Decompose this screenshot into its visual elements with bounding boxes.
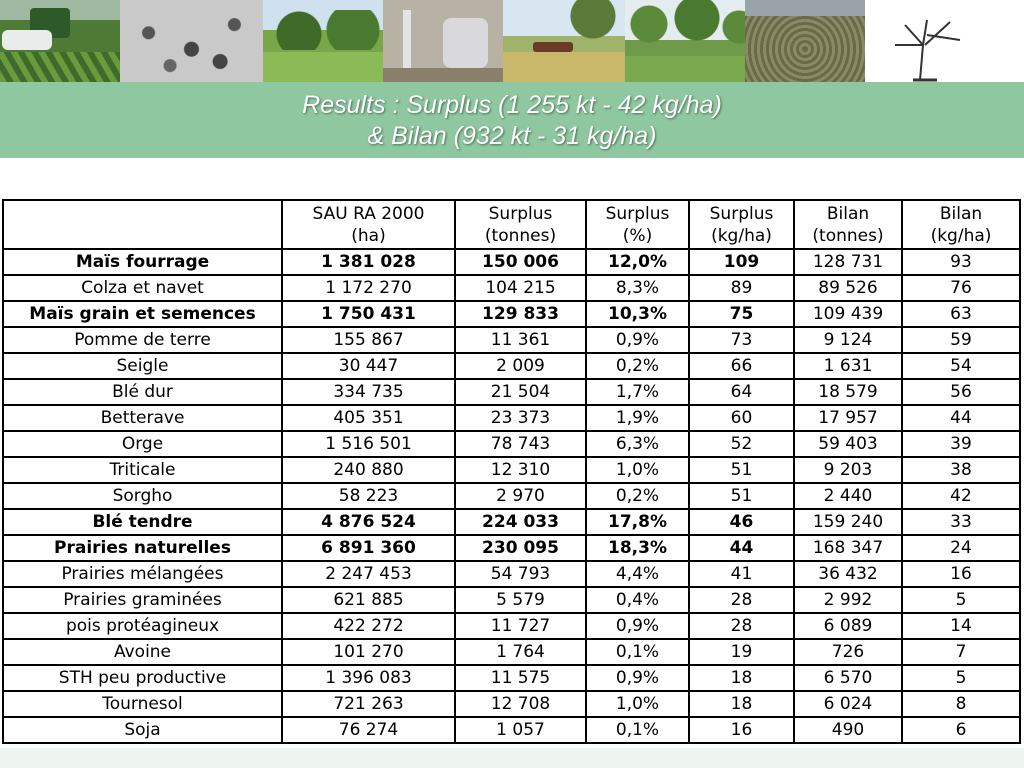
cell-surplus-pct: 0,2% [586, 353, 689, 379]
table-row [3, 379, 1020, 405]
cell-bilan-tonnes: 6 089 [794, 613, 902, 639]
tree-sketch-photo [865, 0, 985, 82]
cell-surplus-pct: 0,9% [586, 327, 689, 353]
header-sau: SAU RA 2000 (ha) [282, 200, 455, 249]
table-row [3, 431, 1020, 457]
cell-bilan-tonnes: 2 440 [794, 483, 902, 509]
table-row [3, 587, 1020, 613]
photo-banner [0, 0, 985, 82]
cows-field-photo [503, 0, 625, 82]
table-header-row [3, 200, 1020, 249]
cell-surplus-tonnes: 2 970 [455, 483, 586, 509]
cell-crop: Pomme de terre [3, 327, 282, 353]
cell-bilan-tonnes: 6 570 [794, 665, 902, 691]
cell-surplus-tonnes: 2 009 [455, 353, 586, 379]
table-row [3, 457, 1020, 483]
cell-surplus-kgha: 16 [689, 717, 794, 743]
cell-bilan-tonnes: 59 403 [794, 431, 902, 457]
cell-surplus-kgha: 44 [689, 535, 794, 561]
cell-surplus-kgha: 52 [689, 431, 794, 457]
cell-sau: 240 880 [282, 457, 455, 483]
results-table-container [2, 199, 1019, 744]
cell-bilan-kgha: 56 [902, 379, 1020, 405]
cell-surplus-pct: 0,1% [586, 639, 689, 665]
cell-surplus-kgha: 51 [689, 457, 794, 483]
tree-sketch-icon [865, 0, 985, 82]
table-row [3, 275, 1020, 301]
table-row [3, 535, 1020, 561]
cell-surplus-kgha: 64 [689, 379, 794, 405]
cell-surplus-kgha: 75 [689, 301, 794, 327]
header-bilan-tonnes: Bilan (tonnes) [794, 200, 902, 249]
cell-bilan-kgha: 16 [902, 561, 1020, 587]
cell-sau: 1 396 083 [282, 665, 455, 691]
cell-bilan-tonnes: 9 203 [794, 457, 902, 483]
orchard-aerial-bw-photo [120, 0, 263, 82]
cell-surplus-pct: 0,9% [586, 613, 689, 639]
cell-surplus-kgha: 19 [689, 639, 794, 665]
cell-surplus-pct: 6,3% [586, 431, 689, 457]
cell-crop: Maïs grain et semences [3, 301, 282, 327]
cell-surplus-pct: 10,3% [586, 301, 689, 327]
cell-surplus-pct: 17,8% [586, 509, 689, 535]
table-row [3, 691, 1020, 717]
cell-surplus-pct: 4,4% [586, 561, 689, 587]
cell-crop: Seigle [3, 353, 282, 379]
cell-sau: 58 223 [282, 483, 455, 509]
orchard-trees-photo [625, 0, 745, 82]
table-row [3, 561, 1020, 587]
cell-crop: Orge [3, 431, 282, 457]
cell-bilan-kgha: 59 [902, 327, 1020, 353]
cell-crop: STH peu productive [3, 665, 282, 691]
cell-sau: 155 867 [282, 327, 455, 353]
cell-surplus-kgha: 28 [689, 587, 794, 613]
spacer [0, 158, 1024, 198]
table-row [3, 249, 1020, 275]
cell-sau: 101 270 [282, 639, 455, 665]
cell-surplus-tonnes: 1 057 [455, 717, 586, 743]
cell-bilan-kgha: 63 [902, 301, 1020, 327]
cell-bilan-kgha: 8 [902, 691, 1020, 717]
header-bilan-kgha: Bilan (kg/ha) [902, 200, 1020, 249]
table-row [3, 327, 1020, 353]
cell-bilan-kgha: 14 [902, 613, 1020, 639]
cell-bilan-tonnes: 89 526 [794, 275, 902, 301]
cell-bilan-tonnes: 1 631 [794, 353, 902, 379]
cell-bilan-tonnes: 490 [794, 717, 902, 743]
cell-surplus-pct: 1,9% [586, 405, 689, 431]
cell-surplus-pct: 0,1% [586, 717, 689, 743]
cell-bilan-kgha: 5 [902, 665, 1020, 691]
cell-surplus-pct: 0,9% [586, 665, 689, 691]
cell-crop: Prairies graminées [3, 587, 282, 613]
cell-sau: 2 247 453 [282, 561, 455, 587]
cell-surplus-pct: 0,2% [586, 483, 689, 509]
cell-bilan-kgha: 6 [902, 717, 1020, 743]
table-row [3, 639, 1020, 665]
cell-bilan-tonnes: 17 957 [794, 405, 902, 431]
header-crop [3, 200, 282, 249]
cell-surplus-kgha: 28 [689, 613, 794, 639]
table-row [3, 717, 1020, 743]
cell-sau: 405 351 [282, 405, 455, 431]
cell-sau: 721 263 [282, 691, 455, 717]
tractor-spraying-field-photo [0, 0, 120, 82]
cell-sau: 30 447 [282, 353, 455, 379]
cell-surplus-tonnes: 23 373 [455, 405, 586, 431]
cell-surplus-kgha: 46 [689, 509, 794, 535]
cell-sau: 422 272 [282, 613, 455, 639]
cell-bilan-kgha: 42 [902, 483, 1020, 509]
table-row [3, 665, 1020, 691]
cell-bilan-tonnes: 168 347 [794, 535, 902, 561]
cell-surplus-kgha: 18 [689, 691, 794, 717]
results-table [2, 199, 1021, 744]
cell-surplus-tonnes: 11 575 [455, 665, 586, 691]
cell-bilan-tonnes: 159 240 [794, 509, 902, 535]
banner-spacer [985, 0, 1024, 82]
cell-bilan-kgha: 54 [902, 353, 1020, 379]
cell-surplus-tonnes: 129 833 [455, 301, 586, 327]
cell-crop: Maïs fourrage [3, 249, 282, 275]
cell-crop: Triticale [3, 457, 282, 483]
footer-band [0, 748, 1024, 768]
cell-crop: Avoine [3, 639, 282, 665]
cattle-pasture-photo [263, 0, 383, 82]
cell-sau: 334 735 [282, 379, 455, 405]
cell-crop: Colza et navet [3, 275, 282, 301]
cell-bilan-tonnes: 9 124 [794, 327, 902, 353]
cell-surplus-pct: 1,0% [586, 457, 689, 483]
cell-surplus-pct: 1,0% [586, 691, 689, 717]
cell-sau: 621 885 [282, 587, 455, 613]
cell-surplus-kgha: 66 [689, 353, 794, 379]
cell-surplus-kgha: 109 [689, 249, 794, 275]
table-row [3, 509, 1020, 535]
cell-crop: Tournesol [3, 691, 282, 717]
cell-sau: 4 876 524 [282, 509, 455, 535]
cell-bilan-tonnes: 726 [794, 639, 902, 665]
cell-surplus-kgha: 60 [689, 405, 794, 431]
cell-crop: Sorgho [3, 483, 282, 509]
cell-surplus-tonnes: 11 727 [455, 613, 586, 639]
cell-surplus-pct: 1,7% [586, 379, 689, 405]
cell-crop: Soja [3, 717, 282, 743]
cell-surplus-kgha: 51 [689, 483, 794, 509]
cell-surplus-pct: 0,4% [586, 587, 689, 613]
cell-bilan-tonnes: 6 024 [794, 691, 902, 717]
header-surplus-tonnes: Surplus (tonnes) [455, 200, 586, 249]
table-row [3, 301, 1020, 327]
title-line-2: & Bilan (932 kt - 31 kg/ha) [367, 122, 657, 150]
cell-surplus-pct: 12,0% [586, 249, 689, 275]
cell-bilan-kgha: 38 [902, 457, 1020, 483]
title-line-1: Results : Surplus (1 255 kt - 42 kg/ha) [302, 91, 722, 119]
cell-bilan-tonnes: 18 579 [794, 379, 902, 405]
cell-surplus-pct: 18,3% [586, 535, 689, 561]
cell-surplus-tonnes: 104 215 [455, 275, 586, 301]
cell-surplus-kgha: 41 [689, 561, 794, 587]
cell-bilan-kgha: 76 [902, 275, 1020, 301]
cell-surplus-tonnes: 11 361 [455, 327, 586, 353]
table-row [3, 353, 1020, 379]
cell-crop: Prairies naturelles [3, 535, 282, 561]
cell-surplus-kgha: 89 [689, 275, 794, 301]
page-title [0, 90, 1024, 152]
cell-bilan-tonnes: 36 432 [794, 561, 902, 587]
cell-surplus-kgha: 73 [689, 327, 794, 353]
cell-bilan-kgha: 24 [902, 535, 1020, 561]
cell-surplus-tonnes: 78 743 [455, 431, 586, 457]
cell-surplus-tonnes: 12 708 [455, 691, 586, 717]
cell-bilan-kgha: 44 [902, 405, 1020, 431]
cell-bilan-kgha: 33 [902, 509, 1020, 535]
table-row [3, 405, 1020, 431]
cell-crop: Blé tendre [3, 509, 282, 535]
cell-bilan-tonnes: 2 992 [794, 587, 902, 613]
cell-sau: 1 750 431 [282, 301, 455, 327]
cell-surplus-tonnes: 5 579 [455, 587, 586, 613]
cell-sau: 1 381 028 [282, 249, 455, 275]
cell-crop: Betterave [3, 405, 282, 431]
cell-sau: 1 172 270 [282, 275, 455, 301]
table-body [3, 249, 1020, 743]
cell-surplus-tonnes: 21 504 [455, 379, 586, 405]
cell-surplus-pct: 8,3% [586, 275, 689, 301]
table-row [3, 613, 1020, 639]
cell-bilan-kgha: 93 [902, 249, 1020, 275]
cell-bilan-kgha: 5 [902, 587, 1020, 613]
cell-surplus-tonnes: 224 033 [455, 509, 586, 535]
cell-surplus-kgha: 18 [689, 665, 794, 691]
header-surplus-pct: Surplus (%) [586, 200, 689, 249]
cell-surplus-tonnes: 150 006 [455, 249, 586, 275]
cell-surplus-tonnes: 54 793 [455, 561, 586, 587]
cell-sau: 76 274 [282, 717, 455, 743]
cell-sau: 6 891 360 [282, 535, 455, 561]
cell-surplus-tonnes: 230 095 [455, 535, 586, 561]
header-surplus-kgha: Surplus (kg/ha) [689, 200, 794, 249]
table-row [3, 483, 1020, 509]
shrubland-photo [745, 0, 865, 82]
cell-crop: pois protéagineux [3, 613, 282, 639]
dairy-equipment-photo [383, 0, 503, 82]
cell-crop: Prairies mélangées [3, 561, 282, 587]
cell-bilan-tonnes: 128 731 [794, 249, 902, 275]
cell-bilan-tonnes: 109 439 [794, 301, 902, 327]
cell-sau: 1 516 501 [282, 431, 455, 457]
cell-surplus-tonnes: 1 764 [455, 639, 586, 665]
cell-bilan-kgha: 7 [902, 639, 1020, 665]
cell-bilan-kgha: 39 [902, 431, 1020, 457]
cell-crop: Blé dur [3, 379, 282, 405]
cell-surplus-tonnes: 12 310 [455, 457, 586, 483]
